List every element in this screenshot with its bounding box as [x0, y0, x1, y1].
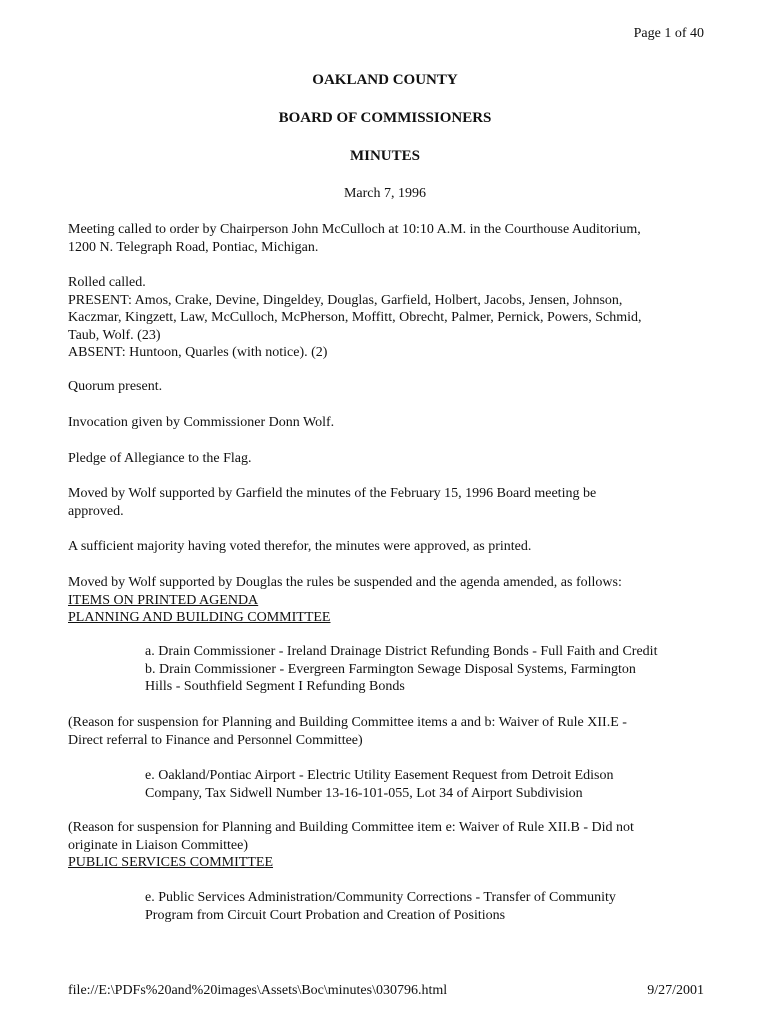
reason-e-paragraph: (Reason for suspension for Planning and Building Committee item e: Waiver of Rule XII.B - Did not originate in Liaison Committee) PUBLIC SERVICES COMMITTEE [68, 819, 708, 872]
items-on-printed-agenda-heading: ITEMS ON PRINTED AGENDA [68, 592, 259, 608]
planning-items-a-b: a. Drain Commissioner - Ireland Drainage District Refunding Bonds - Full Faith and Credit b. Drain Commissioner - Evergreen Farmington Sewage Disposal Systems, Farmington Hills - Southfield Segment I Refunding Bonds [145, 644, 658, 694]
minutes-heading: MINUTES [349, 148, 420, 164]
county-heading: OAKLAND COUNTY [312, 72, 458, 88]
meeting-date: March 7, 1996 [343, 186, 427, 201]
planning-item-e: e. Oakland/Pontiac Airport - Electric Utility Easement Request from Detroit Edison Company, Tax Sidwell Number 13-16-101-055, Lot 34 of Airport Subdivision [145, 768, 614, 801]
invocation-paragraph: Invocation given by Commissioner Donn Wolf. [68, 415, 335, 430]
public-services-committee-heading: PUBLIC SERVICES COMMITTEE [68, 855, 274, 870]
page-number: Page 1 of 40 [633, 26, 704, 41]
public-services-item-e: e. Public Services Administration/Community Corrections - Transfer of Community Program from Circuit Court Probation and Creation of Positions [145, 890, 616, 923]
pledge-paragraph: Pledge of Allegiance to the Flag. [68, 451, 252, 466]
minutes-approved-paragraph: A sufficient majority having voted therefor, the minutes were approved, as printed. [68, 539, 532, 554]
board-heading: BOARD OF COMMISSIONERS [278, 110, 492, 126]
call-to-order-paragraph: Meeting called to order by Chairperson John McCulloch at 10:10 A.M. in the Courthouse Auditorium, 1200 N. Telegraph Road, Pontiac, Michigan. [68, 222, 641, 255]
footer-file-path: file://E:\PDFs%20and%20images\Assets\Boc\minutes\030796.html [68, 983, 448, 998]
roll-call-paragraph: Rolled called. PRESENT: Amos, Crake, Devine, Dingeldey, Douglas, Garfield, Holbert, Jacobs, Jensen, Johnson, Kaczmar, Kingzett, Law, McCulloch, McPherson, Moffitt, Obrecht, Palmer, Pernick, Powers, Schmid, Taub, Wolf. (23) ABSENT: Huntoon, Quarles (with notice). (2) [68, 275, 642, 360]
planning-committee-heading: PLANNING AND BUILDING COMMITTEE [68, 610, 331, 625]
footer-print-date: 9/27/2001 [647, 983, 704, 998]
reason-a-b-paragraph: (Reason for suspension for Planning and Building Committee items a and b: Waiver of Rule XII.E - Direct referral to Finance and Personnel Committee) [68, 715, 627, 748]
minutes-motion-paragraph: Moved by Wolf supported by Garfield the minutes of the February 15, 1996 Board meeting be approved. [68, 486, 597, 519]
quorum-paragraph: Quorum present. [68, 379, 163, 394]
rules-motion-paragraph: Moved by Wolf supported by Douglas the rules be suspended and the agenda amended, as follows: ITEMS ON PRINTED AGENDA PLANNING AND BUILDING COMMITTEE [68, 574, 708, 627]
